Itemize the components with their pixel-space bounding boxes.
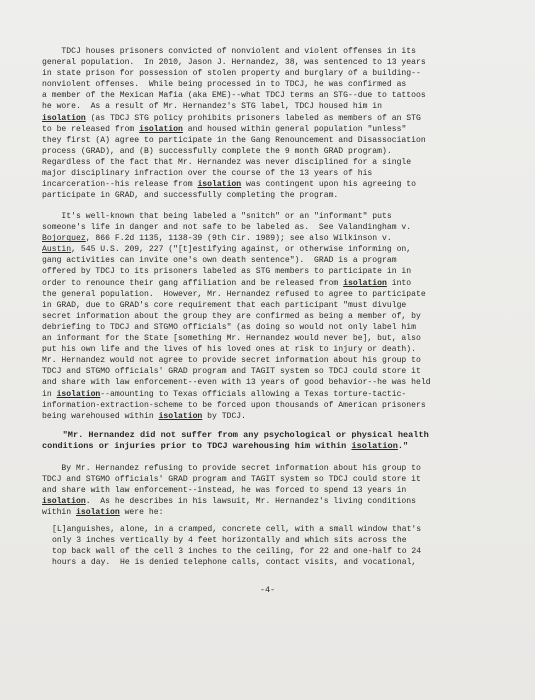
text-line: It's well-known that being labeled a "snitch" or an "informant" puts xyxy=(42,212,392,221)
text-line: TDCJ houses prisoners convicted of nonviolent and violent offenses in its xyxy=(42,47,416,56)
text-line: "Mr. Hernandez did not suffer from any psychological or physical health xyxy=(42,430,429,440)
text-line: put his own life and the lives of his loved ones at risk to injury or death). xyxy=(42,345,416,355)
paragraph-gen-pop xyxy=(42,46,502,201)
text-line: and share with law enforcement--even with 13 years of good behavior--he was held xyxy=(42,378,431,388)
text-line: the general population. However, Mr. Hernandez refused to agree to participate xyxy=(42,289,426,299)
text-line: being warehoused within isolation by TDCJ. xyxy=(42,411,247,421)
text-line: secret information about the group they are confirmed as being a member of, by xyxy=(42,311,421,321)
paragraph-forced-isolation xyxy=(42,463,502,518)
text-line: in GRAD, due to GRAD's core requirement that each participant "must divulge xyxy=(42,300,407,310)
text-line: nonviolent offenses. While being processed in to TDCJ, he was confirmed as xyxy=(42,80,407,90)
text-line: someone's life in danger and not safe to be labeled as. See Valandingham v. xyxy=(42,223,412,233)
text-line: Austin, 545 U.S. 209, 227 ("[t]estifying against, or otherwise informing on, xyxy=(42,245,412,255)
text-line: offered by TDCJ to its prisoners labeled as STG members to participate in in xyxy=(42,267,412,277)
paragraph-snitch-label xyxy=(42,211,502,422)
text-line: process (GRAD), and (B) successfully complete the 9 month GRAD program). xyxy=(42,146,392,156)
text-line: isolation (as TDCJ STG policy prohibits prisoners labeled as members of an STG xyxy=(42,113,421,123)
text-line: Mr. Hernandez would not agree to provide secret information about his group to xyxy=(42,356,421,366)
text-line: a member of the Mexican Mafia (aka EME)--what TDCJ terms an STG--due to tattoos xyxy=(42,91,426,101)
text-line: Regardless of the fact that Mr. Hernandez was never disciplined for a single xyxy=(42,157,412,167)
quote-no-prior-conditions xyxy=(42,430,502,452)
text-line: order to renounce their gang affiliation and be released from isolation into xyxy=(42,278,412,288)
text-line: [L]anguishes, alone, in a cramped, concrete cell, with a small window that's xyxy=(52,525,422,534)
text-line: information-extraction-scheme to be forced upon thousands of American prisoners xyxy=(42,400,426,410)
text-line: Bojorquez, 866 F.2d 1135, 1138-39 (9th Cir. 1989); see also Wilkinson v. xyxy=(42,234,392,244)
page-number: -4- xyxy=(259,585,276,595)
text-line: major disciplinary infraction over the course of the 13 years of his xyxy=(42,169,373,179)
text-line: general population. In 2010, Jason J. Hernandez, 38, was sentenced to 13 years xyxy=(42,58,426,68)
text-line: he wore. As a result of Mr. Hernandez's STG label, TDCJ housed him in xyxy=(42,102,382,112)
text-line: isolation. As he describes in his lawsuit, Mr. Hernandez's living conditions xyxy=(42,497,416,507)
text-line: to be released from isolation and housed within general population "unless" xyxy=(42,124,407,134)
text-line: in isolation--amounting to Texas officials allowing a Texas torture-tactic- xyxy=(42,389,407,399)
text-line: in state prison for possession of stolen property and burglary of a building-- xyxy=(42,69,421,79)
text-line: gang activities can invite one's own death sentence"). GRAD is a program xyxy=(42,256,397,266)
text-line: and share with law enforcement--instead, he was forced to spend 13 years in xyxy=(42,486,407,496)
text-line: incarceration--his release from isolation was contingent upon his agreeing to xyxy=(42,180,417,190)
text-line: only 3 inches vertically by 4 feet horizontally and which sits across the xyxy=(52,536,407,546)
text-line: TDCJ and STGMO officials' GRAD program and TAGIT system so TDCJ could store it xyxy=(42,475,421,485)
text-line: they first (A) agree to participate in the Gang Renouncement and Disassociation xyxy=(42,135,426,145)
text-line: within isolation were he: xyxy=(42,508,164,518)
text-line: participate in GRAD, and successfully completing the program. xyxy=(42,191,339,201)
text-line: debriefing to TDCJ and STGMO officials" (as doing so would not only label him xyxy=(42,322,416,332)
text-line: TDCJ and STGMO officials' GRAD program and TAGIT system so TDCJ could store it xyxy=(42,367,421,377)
text-line: hours a day. He is denied telephone calls, contact visits, and vocational, xyxy=(52,558,417,568)
text-line: an informant for the State [something Mr. Hernandez would never be], but, also xyxy=(42,334,421,344)
text-line: top back wall of the cell 3 inches to the ceiling, for 22 and one-half to 24 xyxy=(52,547,422,557)
text-line: conditions or injuries prior to TDCJ warehousing him within isolation." xyxy=(42,441,409,452)
text-line: By Mr. Hernandez refusing to provide secret information about his group to xyxy=(42,464,421,473)
block-quote-living-conditions xyxy=(52,524,512,568)
